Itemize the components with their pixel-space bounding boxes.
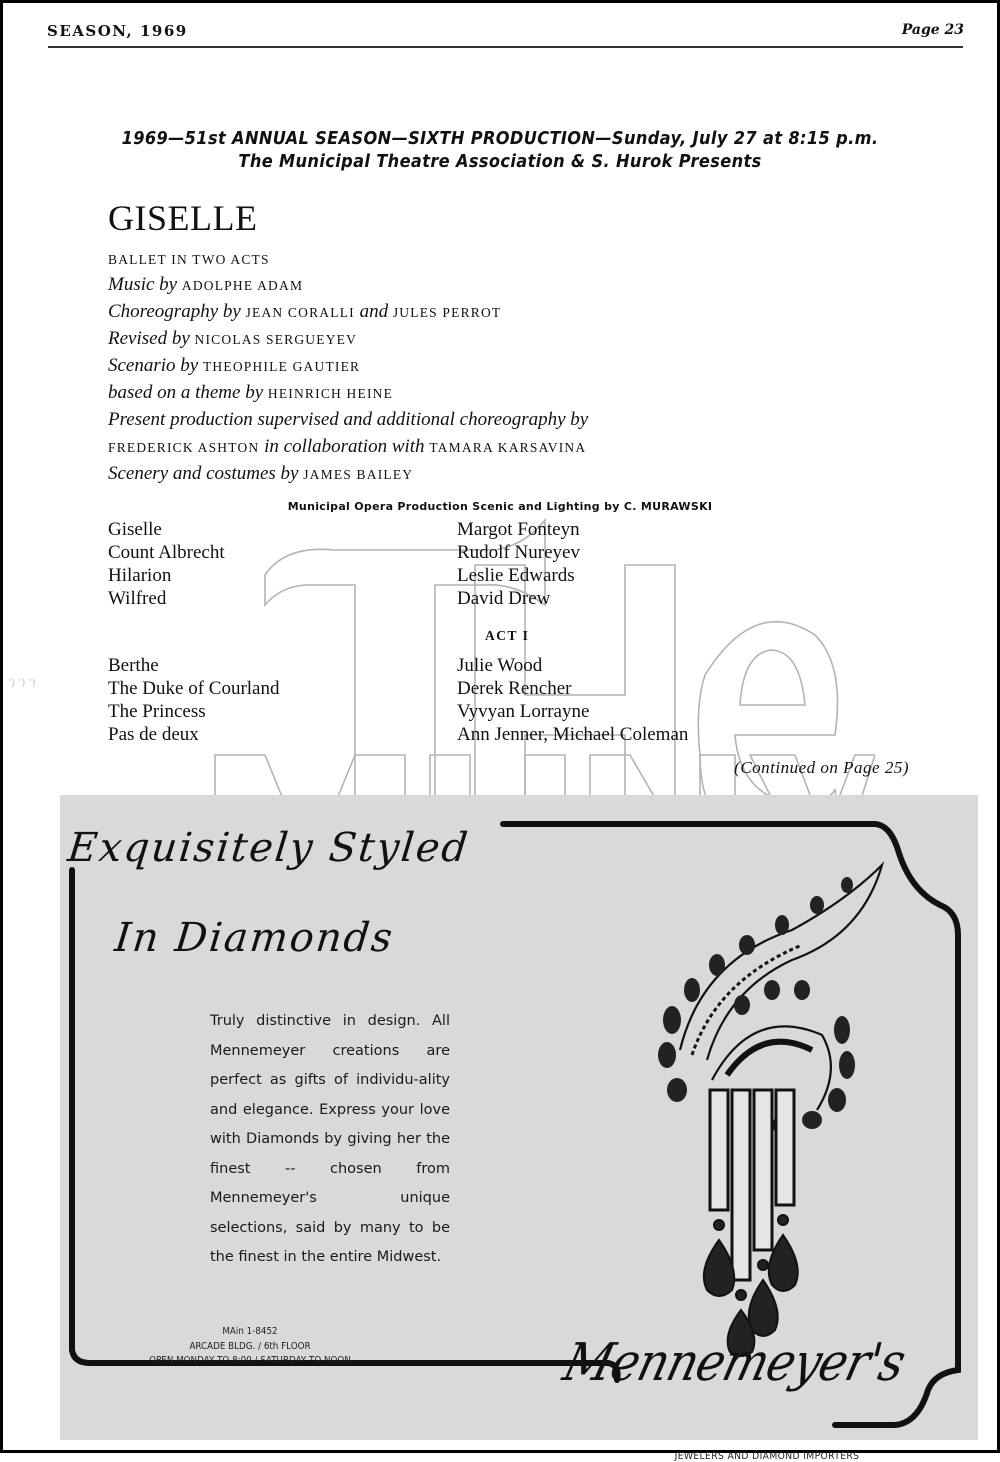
credit-line [108,271,588,298]
cast-row [108,587,808,610]
store-address: ARCADE BLDG. / 6th FLOOR [189,1340,311,1352]
credit-line [108,298,588,325]
cast-role: Pas de deux [108,724,199,745]
cast-role: Wilfred [108,588,167,609]
credit-line [108,325,588,352]
cast-row [108,564,808,587]
credit-label: Present production supervised and additional choreography by [108,409,589,430]
ballet-title: GISELLE [108,198,258,238]
ad-headline-line1: Exquisitely Styled [65,825,472,871]
credit-label: Scenario by [108,355,203,376]
store-hours: OPEN MONDAY TO 8:00 / SATURDAY TO NOON [149,1355,351,1366]
brooch-ribbon-1 [710,1090,728,1210]
page-number: Page 23 [901,22,964,38]
credit-name: JEAN CORALLI [245,305,355,320]
cast-row [108,654,808,677]
brand-tagline: JEWELERS AND DIAMOND IMPORTERS [674,1451,860,1462]
credit-name: THEOPHILE GAUTIER [202,359,361,374]
mennemeyers-advertisement [60,795,978,1462]
credit-name: JULES PERROT [392,305,502,320]
scan-mark: ʼ) ʼ) ʼ) [8,678,36,689]
credit-name: TAMARA KARSAVINA [429,440,587,455]
credit-line [108,352,588,379]
diamond-brooch-icon [632,840,892,1360]
principal-cast [108,518,808,610]
ad-headline-line2: In Diamonds [112,915,397,961]
credit-line [108,379,588,406]
scenic-credit: Municipal Opera Production Scenic and Lighting by C. MURAWSKI [287,500,713,513]
act1-cast [108,654,808,746]
presenter-line: The Municipal Theatre Association & S. Hurok Presents [238,151,762,172]
brand-logo: Mennemeyer's [557,1333,911,1393]
store-contact [94,1325,407,1369]
act-heading: ACT I [485,628,530,643]
cast-actor: Ann Jenner, Michael Coleman [457,724,689,745]
credit-label: Music by [108,274,182,295]
credit-label: and [354,301,393,322]
credit-label: Choreography by [108,301,246,322]
cast-actor: Margot Fonteyn [457,519,580,540]
credit-name: HEINRICH HEINE [267,386,394,401]
cast-role: The Princess [108,701,206,722]
credit-label: based on a theme by [108,382,268,403]
cast-row [108,700,808,723]
header-rule [48,46,963,48]
cast-actor: Derek Rencher [457,678,572,699]
credit-name: JAMES BAILEY [303,467,414,482]
credit-line [108,406,588,433]
credit-line [108,248,588,270]
ad-body-text: Truly distinctive in design. All Mennemeyer creations are perfect as gifts of individu-ality and elegance. Express your love with Diamonds by giving her the finest -- chosen from Mennemeyer's unique selections, said by many to be the finest in the entire Midwest. [210,1013,450,1265]
credit-label: Scenery and costumes by [108,463,304,484]
cast-role: Giselle [108,519,162,540]
cast-row [108,541,808,564]
brooch-ribbon-4 [776,1090,794,1205]
cast-role: The Duke of Courland [108,678,280,699]
credits-list [108,248,588,487]
cast-role: Berthe [108,655,159,676]
continued-note: (Continued on Page 25) [734,758,909,777]
cast-actor: Julie Wood [457,655,543,676]
cast-actor: Vyvyan Lorrayne [457,701,590,722]
cast-row [108,677,808,700]
cast-actor: David Drew [457,588,551,609]
cast-row [108,518,808,541]
credit-label: in collaboration with [259,436,430,457]
brooch-ribbon-2 [732,1090,750,1280]
cast-actor: Leslie Edwards [457,565,575,586]
cast-actor: Rudolf Nureyev [457,542,580,563]
credit-line [108,433,588,460]
credit-name: FREDERICK ASHTON [108,440,260,455]
credit-label: Revised by [108,328,195,349]
cast-role: Count Albrecht [108,542,225,563]
season-header: SEASON, 1969 [47,22,188,40]
cast-role: Hilarion [108,565,172,586]
brooch-ribbon-3 [754,1090,772,1250]
store-phone: MAin 1-8452 [222,1326,278,1337]
production-info: 1969—51st ANNUAL SEASON—SIXTH PRODUCTION—Sunday, July 27 at 8:15 p.m. [121,128,879,149]
cast-row [108,723,808,746]
credit-line [108,460,588,487]
credit-name: NICOLAS SERGUEYEV [194,332,358,347]
credit-name: ADOLPHE ADAM [181,278,304,293]
credit-name: BALLET IN TWO ACTS [108,252,270,267]
